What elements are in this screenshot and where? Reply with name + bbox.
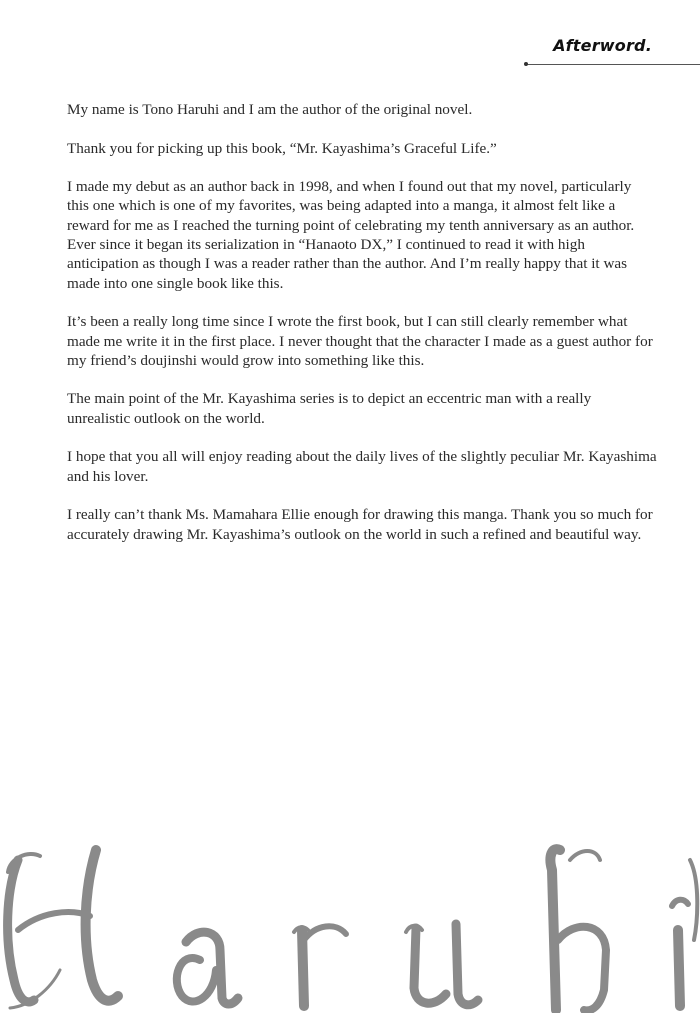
paragraph: The main point of the Mr. Kayashima series is to depict an eccentric man with a really unrealistic outlook on the world. xyxy=(67,390,592,427)
header-rule-dot xyxy=(524,62,528,66)
watermark-letter-h xyxy=(8,850,118,1008)
afterword-body xyxy=(67,100,657,563)
page-header-title: Afterword. xyxy=(553,36,652,55)
paragraph: I really can’t thank Ms. Mamahara Ellie enough for drawing this manga. Thank you so much for accurately drawing Mr. Kayashima’s outlook on the world in such a refined and beautiful way. xyxy=(67,506,653,543)
watermark-letter-h2 xyxy=(550,849,606,1010)
header-rule xyxy=(526,64,700,65)
paragraph: Thank you for picking up this book, “Mr. Kayashima’s Graceful Life.” xyxy=(67,139,497,157)
paragraph: I made my debut as an author back in 1998, and when I found out that my novel, particularly this one which is one of my favorites, was being adapted into a manga, it almost felt like a reward for me as I reached the turning point of celebrating my tenth anniversary as an author. Ever since it began its serialization in “Hanaoto DX,” I continued to read it with high anticipation as though I was a reader rather than the author. And I’m really happy that it was made into one single book like this. xyxy=(67,178,635,292)
watermark-letter-i xyxy=(672,860,697,1006)
watermark-signature-image xyxy=(0,820,700,1013)
signature-watermark xyxy=(0,820,700,1013)
watermark-letter-a xyxy=(177,932,238,1004)
watermark-letter-r xyxy=(294,926,346,1006)
watermark-letter-u xyxy=(406,924,478,1005)
paragraph: I hope that you all will enjoy reading about the daily lives of the slightly peculiar Mr. Kayashima and his lover. xyxy=(67,448,657,485)
paragraph: It’s been a really long time since I wrote the first book, but I can still clearly remember what made me write it in the first place. I never thought that the character I made as a guest author for my friend’s doujinshi would grow into something like this. xyxy=(67,313,653,369)
paragraph: My name is Tono Haruhi and I am the author of the original novel. xyxy=(67,101,473,118)
